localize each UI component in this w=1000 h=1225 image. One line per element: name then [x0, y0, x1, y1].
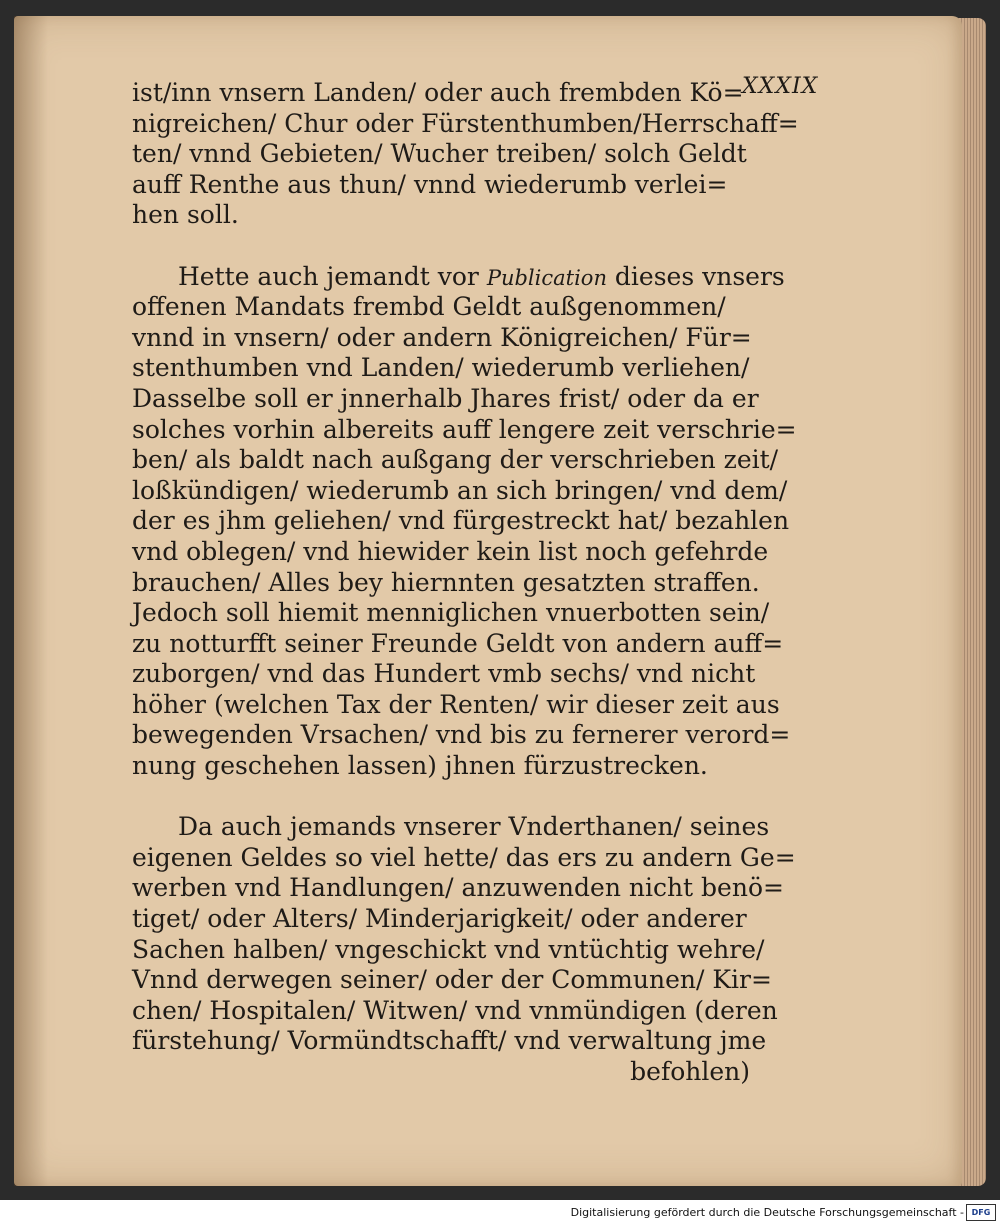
text-line: höher (welchen Tax der Renten/ wir dieser zeit aus — [132, 689, 780, 719]
text-line: ten/ vnnd Gebieten/ Wucher treiben/ solch Geldt — [132, 139, 747, 169]
text-line: auff Renthe aus thun/ vnnd wiederumb verlei= — [132, 169, 728, 199]
folio-number: XXXIX — [742, 74, 819, 99]
text-line: fürstehung/ Vormündtschafft/ vnd verwaltung jme — [132, 1026, 767, 1056]
text-line: ben/ als baldt nach außgang der verschrieben zeit/ — [132, 445, 779, 475]
italic-word: Publication — [486, 265, 607, 290]
text-line: Jedoch soll hiemit menniglichen vnuerbotten sein/ — [132, 598, 770, 628]
text-line: Vnnd derwegen seiner/ oder der Communen/ Kir= — [132, 965, 772, 995]
text-span: dieses vnsers — [606, 261, 785, 291]
dfg-logo-icon: DFG — [966, 1204, 996, 1221]
paragraph-first-line — [132, 261, 785, 293]
paragraph-first-line: Da auch jemands vnserer Vnderthanen/ seines — [178, 812, 770, 842]
text-line: vnnd in vnsern/ oder andern Königreichen/ Für= — [132, 322, 752, 352]
binding-shadow — [14, 16, 48, 1186]
text-line: offenen Mandats frembd Geldt außgenommen/ — [132, 292, 726, 322]
text-line: tiget/ oder Alters/ Minderjarigkeit/ oder anderer — [132, 904, 747, 934]
text-line: nung geschehen lassen) jhnen fürzustrecken. — [132, 751, 708, 781]
paragraph-gap — [132, 782, 750, 813]
text-line: eigenen Geldes so viel hette/ das ers zu andern Ge= — [132, 842, 796, 872]
text-line: zuborgen/ vnd das Hundert vmb sechs/ vnd nicht — [132, 659, 756, 689]
footer-credit: Digitalisierung gefördert durch die Deutsche Forschungsgemeinschaft - — [570, 1206, 964, 1219]
text-line: loßkündigen/ wiederumb an sich bringen/ vnd dem/ — [132, 475, 788, 505]
text-line: bewegenden Vrsachen/ vnd bis zu fernerer verord= — [132, 720, 791, 750]
text-line: stenthumben vnd Landen/ wiederumb verliehen/ — [132, 353, 750, 383]
footer-bar — [0, 1200, 1000, 1225]
text-line: zu notturfft seiner Freunde Geldt von andern auff= — [132, 628, 784, 658]
catchword: befohlen) — [630, 1057, 750, 1086]
text-line: vnd oblegen/ vnd hiewider kein list noch gefehrde — [132, 536, 769, 566]
text-line: solches vorhin albereits auff lengere zeit verschrie= — [132, 414, 797, 444]
text-line: chen/ Hospitalen/ Witwen/ vnd vnmündigen (deren — [132, 995, 778, 1025]
text-line: hen soll. — [132, 200, 239, 230]
text-line: brauchen/ Alles bey hiernnten gesatzten straffen. — [132, 567, 760, 597]
text-line: Dasselbe soll er jnnerhalb Jhares frist/ oder da er — [132, 383, 759, 413]
text-line: der es jhm geliehen/ vnd fürgestreckt hat/ bezahlen — [132, 506, 790, 536]
text-line: werben vnd Handlungen/ anzuwenden nicht benö= — [132, 873, 784, 903]
text-line: ist/inn vnsern Landen/ oder auch frembden Kö= — [132, 78, 744, 107]
text-span: Hette auch jemandt vor — [178, 261, 487, 291]
text-line: Sachen halben/ vngeschickt vnd vntüchtig wehre/ — [132, 934, 765, 964]
text-line: nigreichen/ Chur oder Fürstenthumben/Herrschaff= — [132, 108, 799, 138]
paragraph-gap — [132, 231, 750, 262]
